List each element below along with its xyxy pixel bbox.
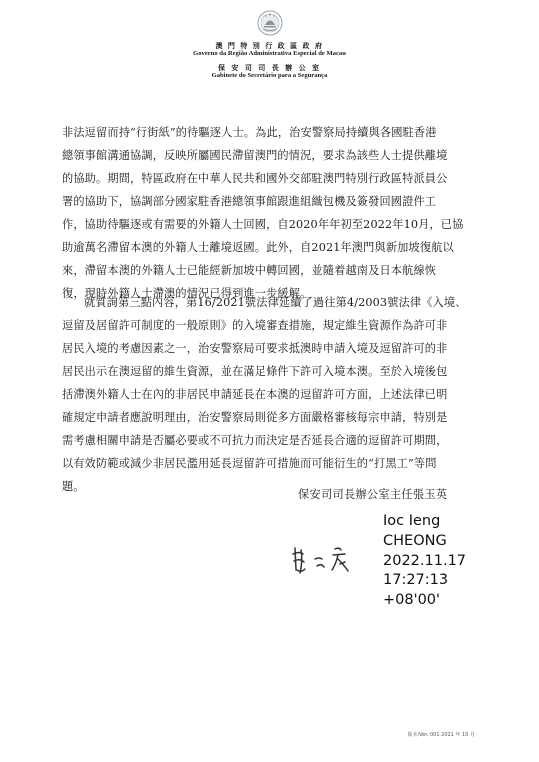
digital-signature-block [383, 512, 466, 611]
signature-name-line: Ioc Ieng [383, 513, 441, 529]
text-line: 助逾萬名滯留本澳的外籍人士離境返國。此外，自2021年澳門與新加坡復航以 [62, 241, 454, 254]
office-name-cn: 保 安 司 司 長 辦 公 室 [217, 63, 322, 72]
government-name-pt: Governo da Região Administrativa Especial de Macau [193, 50, 346, 57]
signer-title: 保安司司長辦公室主任張玉英 [298, 488, 448, 501]
text-line: 確規定申請者應說明理由，治安警察局則從多方面嚴格審核每宗申請，特別是 [62, 411, 448, 424]
text-line: 居民出示在澳逗留的維生資源，並在滿足條件下許可入境本澳。至於入境後包 [62, 365, 448, 378]
text-line: 逗留及居留許可制度的一般原則》的入境審查措施，規定維生資源作為許可非 [62, 319, 448, 332]
text-line: 就質詢第三點內容，第16/2021號法律延續了過往第4/2003號法律《入境、 [84, 296, 467, 309]
signature-name-line: CHEONG [383, 532, 447, 549]
text-line: 非法逗留而持“行街紙”的待驅逐人士。為此，治安警察局持續與各國駐香港 [62, 126, 437, 139]
paragraph-1 [62, 121, 502, 305]
signature-timezone: +08'00' [383, 592, 441, 609]
text-line: 署的協助下，協調部分國家駐香港總領事館跟進組織包機及簽發回國證件工 [62, 195, 437, 208]
text-line: 作，協助待驅逐或有需要的外籍人士回國，自2020年年初至2022年10月，已協 [62, 218, 464, 231]
signature-time: 17:27:13 [383, 572, 449, 589]
text-line: 以有效防範或減少非居民濫用延長逗留許可措施而可能衍生的“打黑工”等問 [62, 457, 437, 470]
text-line: 來，滯留本澳的外籍人士已能經新加坡中轉回國，並隨着越南及日本航線恢 [62, 264, 437, 277]
text-line: 復，現時外籍人士滯澳的情況已得到進一步緩解。 [62, 287, 312, 300]
macau-emblem-icon [257, 10, 283, 36]
text-line: 括滯澳外籍人士在內的非居民申請延長在本澳的逗留許可方面，上述法律已明 [62, 388, 448, 401]
text-line: 需考慮相關申請是否屬必要或不可抗力而決定是否延長合適的逗留許可期間， [62, 434, 448, 447]
government-name-cn: 澳 門 特 別 行 政 區 政 府 [215, 41, 324, 50]
text-line: 居民入境的考慮因素之一，治安警察局可要求抵澳時申請入境及逗留許可的非 [62, 342, 448, 355]
text-line: 題。 [62, 480, 85, 493]
paragraph-2 [62, 291, 502, 498]
office-name-pt: Gabinete do Secretário para a Segurança [211, 72, 328, 79]
text-line: 總領事館溝通協調，反映所屬國民滯留澳門的情況，要求為該些人士提供離境 [62, 149, 448, 162]
version-footer: 版本/Ver. 001 2021 年 10 月 [407, 732, 475, 738]
signature-date: 2022.11.17 [383, 552, 467, 569]
handwritten-signature [291, 540, 363, 580]
text-line: 的協助。期間，特區政府在中華人民共和國外交部駐澳門特別行政區特派員公 [62, 172, 448, 185]
